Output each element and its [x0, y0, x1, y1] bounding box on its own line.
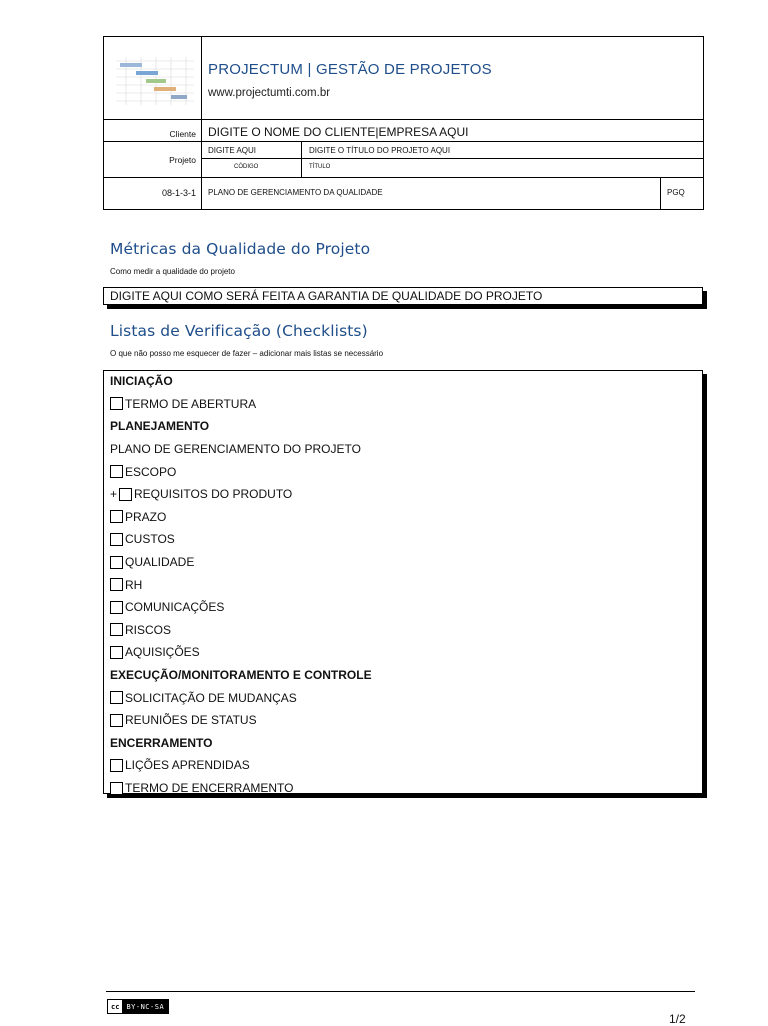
checklist-item-label: SOLICITAÇÃO DE MUDANÇAS: [125, 690, 297, 705]
doc-code: 08-1-3-1: [161, 188, 196, 198]
checklist-item-label: PRAZO: [125, 509, 167, 524]
checklist-item-label: ESCOPO: [125, 464, 177, 479]
checkbox[interactable]: [110, 759, 123, 772]
checklist-item[interactable]: [110, 483, 292, 506]
cc-license-badge[interactable]: [107, 999, 169, 1014]
gantt-logo-icon: [116, 57, 194, 105]
header-row-client-project: [104, 120, 703, 178]
header-row-org: [104, 37, 703, 120]
doc-name: PLANO DE GERENCIAMENTO DA QUALIDADE: [208, 188, 383, 197]
metrics-field-text[interactable]: DIGITE AQUI COMO SERÁ FEITA A GARANTIA DE QUALIDADE DO PROJETO: [110, 289, 543, 303]
cc-icon: cc: [108, 1000, 122, 1013]
checklist-item[interactable]: [110, 573, 142, 596]
project-code-field[interactable]: DIGITE AQUI: [208, 146, 257, 155]
checklist-item-label: COMUNICAÇÕES: [125, 600, 225, 615]
checklist-item[interactable]: [110, 641, 200, 664]
checklist-item[interactable]: [110, 777, 293, 800]
footer-divider: [106, 991, 695, 992]
metrics-field[interactable]: [103, 287, 703, 305]
project-label: Projeto: [169, 155, 196, 165]
checklist-item-label: LIÇÕES APRENDIDAS: [125, 758, 250, 773]
checklist-item-label: RISCOS: [125, 622, 172, 637]
checklist-item-label: EXECUÇÃO/MONITORAMENTO E CONTROLE: [110, 668, 372, 683]
checklist-item[interactable]: [110, 686, 297, 709]
checkbox[interactable]: [110, 601, 123, 614]
client-label: Cliente: [169, 129, 196, 139]
checkbox[interactable]: [110, 556, 123, 569]
org-name: PROJECTUM | GESTÃO DE PROJETOS: [208, 61, 492, 78]
checklist-section-heading: [110, 732, 212, 755]
checklist-item[interactable]: [110, 709, 257, 732]
checklist-item-label: TERMO DE ABERTURA: [125, 396, 257, 411]
org-url[interactable]: www.projectumti.com.br: [208, 87, 331, 99]
client-field[interactable]: DIGITE O NOME DO CLIENTE|EMPRESA AQUI: [208, 125, 469, 139]
checkbox[interactable]: [110, 397, 123, 410]
checklist-item-label: AQUISIÇÕES: [125, 645, 200, 660]
checkbox[interactable]: [110, 465, 123, 478]
checklist-section-heading: [110, 415, 209, 438]
checkbox[interactable]: [119, 488, 132, 501]
metrics-title: Métricas da Qualidade do Projeto: [110, 240, 371, 258]
checklists-subtitle: O que não posso me esquecer de fazer – adicionar mais listas se necessário: [110, 349, 384, 358]
checklist-item: [110, 438, 361, 461]
header-row-document: [104, 178, 703, 209]
checkbox[interactable]: [110, 623, 123, 636]
page-number: 1/2: [669, 1012, 686, 1026]
checklist-item-label: ENCERRAMENTO: [110, 735, 213, 750]
checklist-section-heading: [110, 664, 372, 687]
document-header: [103, 36, 704, 210]
checklist-item-label: PLANEJAMENTO: [110, 419, 210, 434]
checklist-item-label: INICIAÇÃO: [110, 374, 173, 389]
metrics-subtitle: Como medir a qualidade do projeto: [110, 267, 235, 276]
checklist-item-label: REQUISITOS DO PRODUTO: [134, 487, 293, 502]
checkbox[interactable]: [110, 646, 123, 659]
checkbox[interactable]: [110, 691, 123, 704]
checklists-title: Listas de Verificação (Checklists): [110, 322, 368, 340]
checklist-item[interactable]: [110, 393, 256, 416]
checklist-section-heading: [110, 370, 173, 393]
checklist-item[interactable]: [110, 528, 175, 551]
checklist-item-label: PLANO DE GERENCIAMENTO DO PROJETO: [110, 442, 361, 457]
checklist-box: [103, 370, 703, 794]
checklist-item[interactable]: [110, 596, 224, 619]
title-caption: TÍTULO: [309, 164, 331, 170]
checklist-item[interactable]: [110, 619, 171, 642]
checklist-item[interactable]: [110, 754, 250, 777]
checkbox[interactable]: [110, 578, 123, 591]
checklist-item[interactable]: [110, 551, 194, 574]
checklist-item-label: TERMO DE ENCERRAMENTO: [125, 781, 294, 796]
checklist-item-label: CUSTOS: [125, 532, 175, 547]
checkbox[interactable]: [110, 714, 123, 727]
license-text: BY-NC-SA: [126, 1002, 165, 1011]
checklist-item-label: RH: [125, 577, 143, 592]
checklist-item[interactable]: [110, 506, 166, 529]
checkbox[interactable]: [110, 533, 123, 546]
project-title-field[interactable]: DIGITE O TÍTULO DO PROJETO AQUI: [309, 146, 451, 155]
code-caption: CÓDIGO: [234, 164, 259, 170]
checklist-item-label: REUNIÕES DE STATUS: [125, 713, 257, 728]
checklist-item-label: QUALIDADE: [125, 555, 195, 570]
expand-plus-icon[interactable]: +: [110, 487, 118, 502]
checklist-item[interactable]: [110, 460, 176, 483]
doc-abbr: PGQ: [667, 188, 685, 197]
checkbox[interactable]: [110, 510, 123, 523]
checkbox[interactable]: [110, 782, 123, 795]
